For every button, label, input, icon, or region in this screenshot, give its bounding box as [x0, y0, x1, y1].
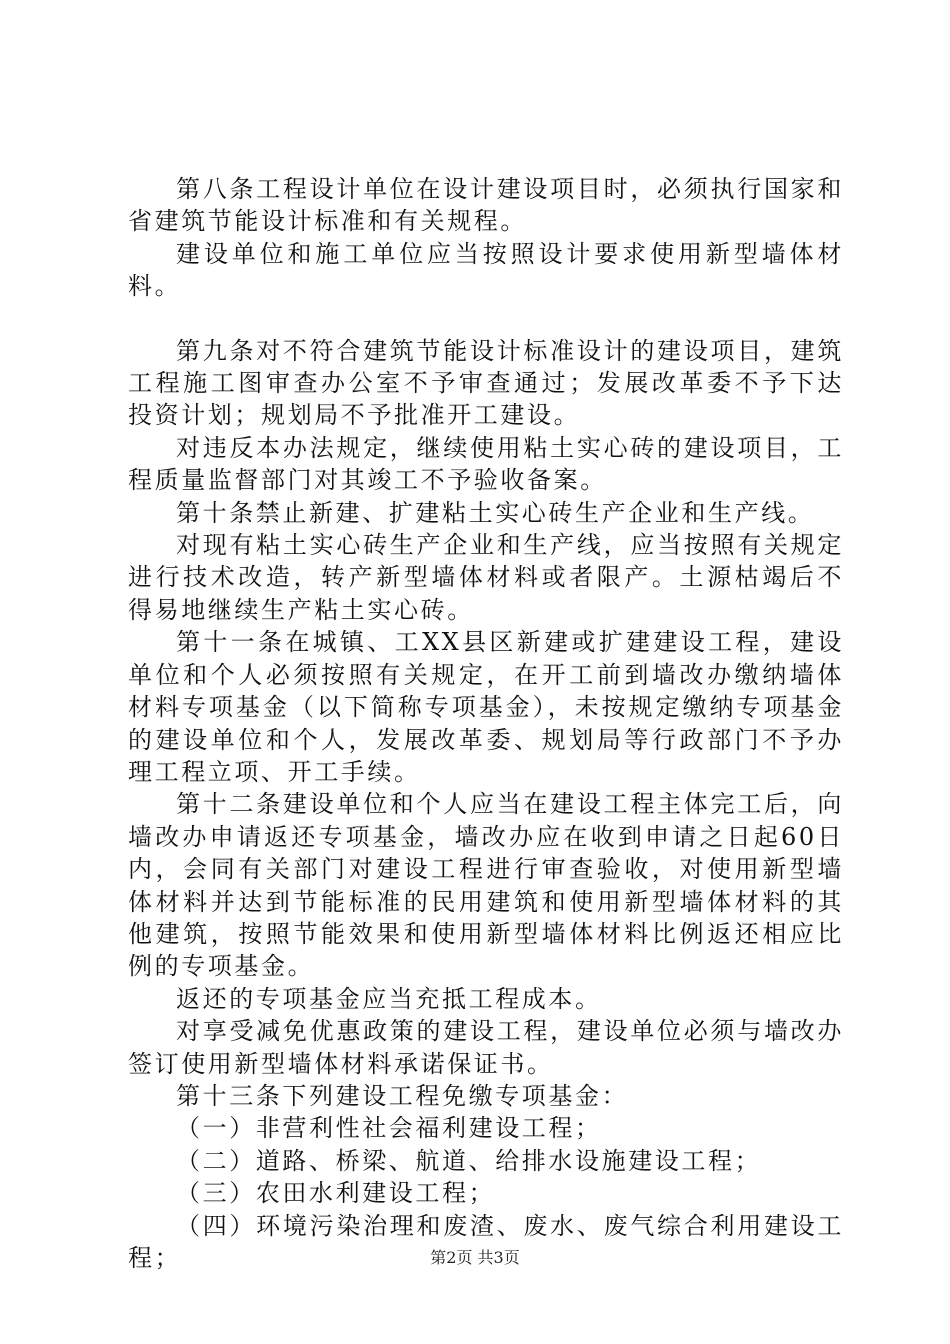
list-item-exemption-1: （一）非营利性社会福利建设工程； [176, 1114, 602, 1143]
paragraph-article-10-existing: 对现有粘土实心砖生产企业和生产线，应当按照有关规定进行技术改造，转产新型墙体材料或者限产。土源枯竭后不得易地继续生产粘土实心砖。 [128, 531, 844, 624]
list-item-exemption-4: （四）环境污染治理和废渣、废水、废气综合利用建设工程； [128, 1211, 844, 1272]
list-item-exemption-2: （二）道路、桥梁、航道、给排水设施建设工程； [176, 1146, 762, 1175]
list-item-exemption-3: （三）农田水利建设工程； [176, 1179, 496, 1208]
paragraph-article-13: 第十三条下列建设工程免缴专项基金： [176, 1081, 629, 1110]
paragraph-article-12-pledge: 对享受减免优惠政策的建设工程，建设单位必须与墙改办签订使用新型墙体材料承诺保证书。 [128, 1017, 844, 1078]
paragraph-article-10: 第十条禁止新建、扩建粘土实心砖生产企业和生产线。 [176, 498, 815, 527]
paragraph-article-9-violation: 对违反本办法规定，继续使用粘土实心砖的建设项目，工程质量监督部门对其竣工不予验收备案。 [128, 433, 844, 495]
paragraph-article-9: 第九条对不符合建筑节能设计标准设计的建设项目，建筑工程施工图审查办公室不予审查通过；发展改革委不予下达投资计划；规划局不予批准开工建设。 [128, 336, 844, 430]
paragraph-article-12: 第十二条建设单位和个人应当在建设工程主体完工后，向墙改办申请返还专项基金，墙改办应在收到申请之日起60日内，会同有关部门对建设工程进行审查验收，对使用新型墙体材料并达到节能标准的民用建筑和使用新型墙体材料的其他建筑，按照节能效果和使用新型墙体材料比例返还相应比例的专项基金。 [128, 790, 844, 981]
paragraph-article-12-cost: 返还的专项基金应当充抵工程成本。 [176, 984, 602, 1013]
page-footer: 第2页 共3页 [430, 1248, 520, 1267]
paragraph-article-8: 第八条工程设计单位在设计建设项目时，必须执行国家和省建筑节能设计标准和有关规程。 [128, 175, 844, 236]
paragraph-article-11: 第十一条在城镇、工XX县区新建或扩建建设工程，建设单位和个人必须按照有关规定，在开工前到墙改办缴纳墙体材料专项基金（以下简称专项基金），未按规定缴纳专项基金的建设单位和个人，发展改革委、规划局等行政部门不予办理工程立项、开工手续。 [128, 628, 844, 786]
document-body [128, 173, 844, 1274]
paragraph-article-8-materials: 建设单位和施工单位应当按照设计要求使用新型墙体材料。 [128, 239, 844, 301]
